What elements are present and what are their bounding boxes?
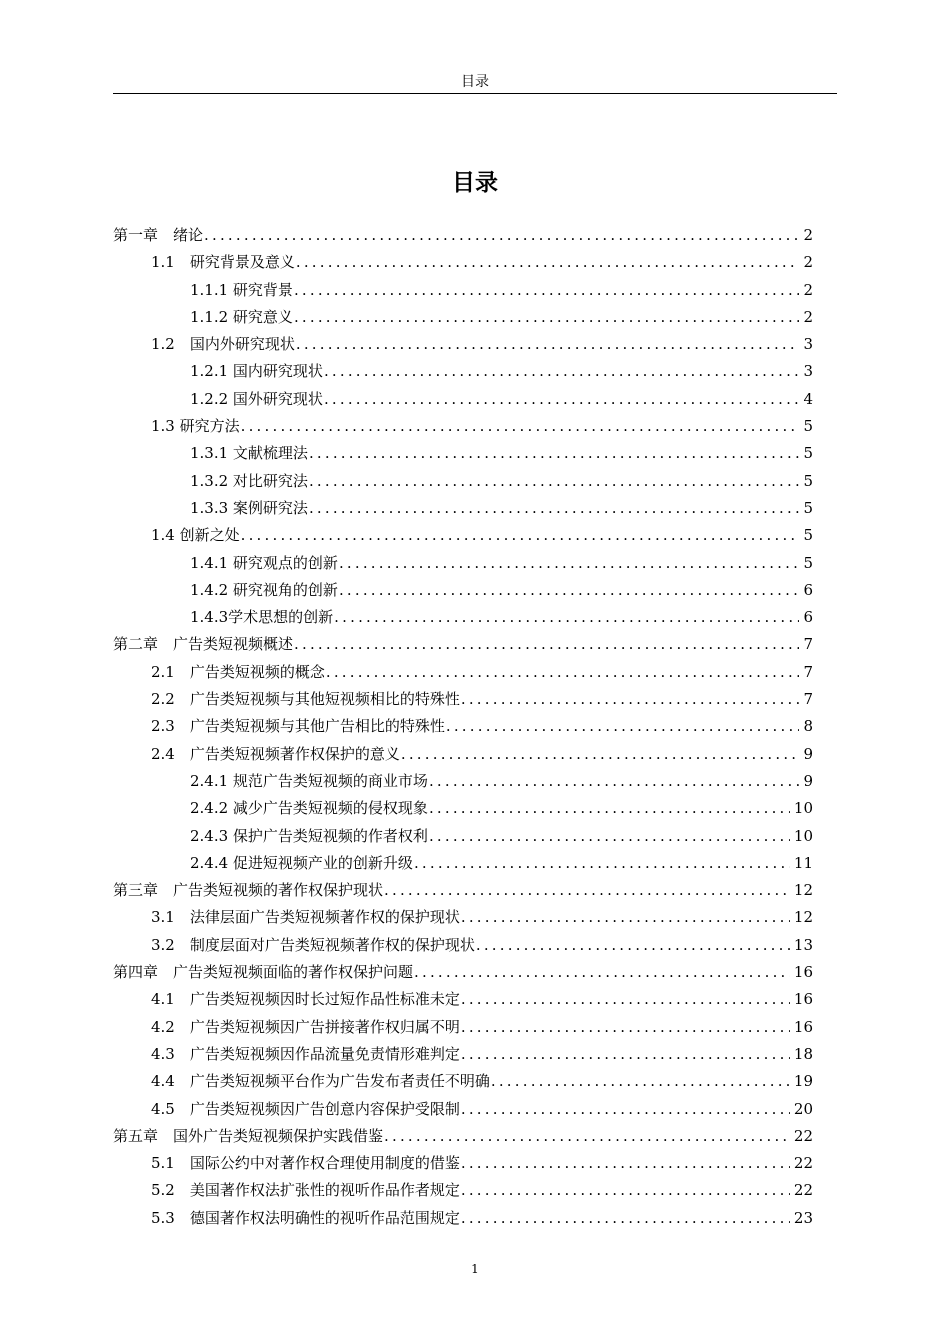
toc-entry-page: 3 bbox=[803, 335, 813, 354]
toc-entry-page: 18 bbox=[793, 1044, 813, 1063]
toc-entry-title: 4.2 广告类短视频因广告拼接著作权归属不明 bbox=[151, 1017, 460, 1036]
toc-entry[interactable] bbox=[113, 277, 813, 304]
page-number: 1 bbox=[471, 1262, 479, 1276]
toc-entry-title: 1.2.1 国内研究现状 bbox=[190, 362, 323, 381]
toc-entry[interactable] bbox=[113, 249, 813, 276]
toc-entry-title: 2.2 广告类短视频与其他短视频相比的特殊性 bbox=[151, 690, 460, 709]
toc-entry-page: 5 bbox=[803, 444, 813, 463]
toc-entry-title: 5.3 德国著作权法明确性的视听作品范围规定 bbox=[151, 1208, 460, 1227]
toc-dot-leader bbox=[293, 304, 800, 331]
toc-entry-title: 1.4 创新之处 bbox=[151, 526, 240, 545]
toc-entry-page: 10 bbox=[793, 826, 813, 845]
toc-entry-page: 2 bbox=[803, 307, 813, 326]
toc-dot-leader bbox=[293, 277, 800, 304]
toc-entry[interactable] bbox=[113, 577, 813, 604]
toc-entry-page: 12 bbox=[793, 881, 813, 900]
toc-entry-page: 19 bbox=[793, 1072, 813, 1091]
toc-entry-page: 16 bbox=[793, 963, 813, 982]
toc-entry-title: 1.1.1 研究背景 bbox=[190, 280, 293, 299]
toc-entry-page: 23 bbox=[793, 1208, 813, 1227]
toc-entry[interactable] bbox=[113, 741, 813, 768]
toc-entry[interactable] bbox=[113, 768, 813, 795]
toc-entry-title: 第三章 广告类短视频的著作权保护现状 bbox=[113, 881, 384, 900]
toc-entry[interactable] bbox=[113, 1177, 813, 1204]
toc-entry-page: 7 bbox=[803, 662, 813, 681]
toc-entry-title: 第二章 广告类短视频概述 bbox=[113, 635, 294, 654]
toc-entry-title: 第四章 广告类短视频面临的著作权保护问题 bbox=[113, 963, 414, 982]
toc-entry-page: 2 bbox=[803, 226, 813, 244]
toc-entry-page: 7 bbox=[803, 635, 813, 654]
toc-entry[interactable] bbox=[113, 904, 813, 931]
toc-entry-page: 12 bbox=[793, 908, 813, 927]
toc-entry-title: 1.2 国内外研究现状 bbox=[151, 335, 295, 354]
toc-entry-page: 2 bbox=[803, 280, 813, 299]
toc-entry-title: 1.3.3 案例研究法 bbox=[190, 498, 308, 517]
toc-dot-leader bbox=[240, 522, 800, 549]
toc-entry-page: 13 bbox=[793, 935, 813, 954]
toc-entry[interactable] bbox=[113, 659, 813, 686]
toc-entry-title: 1.4.3学术思想的创新 bbox=[190, 608, 334, 627]
toc-entry[interactable] bbox=[113, 331, 813, 358]
toc-title: 目录 bbox=[452, 170, 498, 196]
toc-entry-page: 16 bbox=[793, 990, 813, 1009]
toc-entry-page: 6 bbox=[803, 580, 813, 599]
toc-dot-leader bbox=[323, 358, 800, 385]
toc-entry-page: 4 bbox=[803, 389, 813, 408]
toc-dot-leader bbox=[203, 222, 799, 249]
toc-entry-page: 11 bbox=[793, 853, 813, 872]
toc-dot-leader bbox=[490, 1068, 790, 1095]
toc-dot-leader bbox=[460, 1096, 790, 1123]
toc-dot-leader bbox=[293, 631, 799, 658]
toc-entry-title: 4.5 广告类短视频因广告创意内容保护受限制 bbox=[151, 1099, 460, 1118]
toc-entry-title: 2.3 广告类短视频与其他广告相比的特殊性 bbox=[151, 717, 445, 736]
toc-dot-leader bbox=[338, 550, 800, 577]
toc-entry[interactable] bbox=[113, 713, 813, 740]
toc-dot-leader bbox=[428, 795, 790, 822]
toc-entry[interactable] bbox=[113, 495, 813, 522]
toc-entry-page: 22 bbox=[793, 1154, 813, 1173]
toc-entry[interactable] bbox=[113, 358, 813, 385]
toc-entry[interactable] bbox=[113, 1205, 813, 1232]
table-of-contents bbox=[113, 222, 813, 1232]
toc-entry-title: 1.1.2 研究意义 bbox=[190, 307, 293, 326]
toc-dot-leader bbox=[295, 249, 800, 276]
toc-entry-page: 22 bbox=[793, 1181, 813, 1200]
toc-entry-page: 10 bbox=[793, 799, 813, 818]
toc-entry-page: 9 bbox=[803, 771, 813, 790]
toc-dot-leader bbox=[445, 713, 800, 740]
toc-dot-leader bbox=[460, 1014, 790, 1041]
toc-entry[interactable] bbox=[113, 1096, 813, 1123]
toc-dot-leader bbox=[460, 904, 790, 931]
toc-dot-leader bbox=[428, 768, 800, 795]
toc-entry-page: 5 bbox=[803, 553, 813, 572]
toc-entry[interactable] bbox=[113, 1150, 813, 1177]
toc-entry-title: 1.1 研究背景及意义 bbox=[151, 253, 295, 272]
toc-entry-title: 3.2 制度层面对广告类短视频著作权的保护现状 bbox=[151, 935, 475, 954]
toc-dot-leader bbox=[460, 1177, 790, 1204]
toc-entry-page: 22 bbox=[793, 1126, 813, 1145]
toc-dot-leader bbox=[428, 823, 790, 850]
toc-entry-title: 第五章 国外广告类短视频保护实践借鉴 bbox=[113, 1126, 384, 1145]
toc-entry-title: 2.4.3 保护广告类短视频的作者权利 bbox=[190, 826, 428, 845]
toc-dot-leader bbox=[383, 877, 790, 904]
toc-dot-leader bbox=[460, 986, 790, 1013]
toc-entry[interactable] bbox=[113, 795, 813, 822]
toc-entry-title: 3.1 法律层面广告类短视频著作权的保护现状 bbox=[151, 908, 460, 927]
toc-entry-title: 1.2.2 国外研究现状 bbox=[190, 389, 323, 408]
toc-dot-leader bbox=[338, 577, 800, 604]
toc-entry[interactable] bbox=[113, 468, 813, 495]
toc-entry-title: 1.4.1 研究观点的创新 bbox=[190, 553, 338, 572]
toc-entry[interactable] bbox=[113, 440, 813, 467]
toc-dot-leader bbox=[413, 959, 790, 986]
toc-entry-page: 5 bbox=[803, 471, 813, 490]
toc-entry-title: 1.3.1 文献梳理法 bbox=[190, 444, 308, 463]
toc-entry-page: 7 bbox=[803, 690, 813, 709]
toc-entry-page: 9 bbox=[803, 744, 813, 763]
toc-entry[interactable] bbox=[113, 604, 813, 631]
toc-dot-leader bbox=[460, 686, 800, 713]
toc-entry-page: 5 bbox=[803, 417, 813, 436]
toc-entry-title: 2.1 广告类短视频的概念 bbox=[151, 662, 325, 681]
toc-entry-title: 4.1 广告类短视频因时长过短作品性标准未定 bbox=[151, 990, 460, 1009]
toc-entry-page: 3 bbox=[803, 362, 813, 381]
toc-entry-page: 8 bbox=[803, 717, 813, 736]
toc-entry[interactable] bbox=[113, 413, 813, 440]
toc-entry[interactable] bbox=[113, 522, 813, 549]
toc-entry-title: 2.4 广告类短视频著作权保护的意义 bbox=[151, 744, 400, 763]
toc-dot-leader bbox=[325, 659, 800, 686]
toc-entry[interactable] bbox=[113, 550, 813, 577]
toc-entry-title: 5.2 美国著作权法扩张性的视听作品作者规定 bbox=[151, 1181, 460, 1200]
toc-entry-page: 5 bbox=[803, 498, 813, 517]
toc-entry-page: 6 bbox=[803, 608, 813, 627]
toc-dot-leader bbox=[240, 413, 800, 440]
toc-entry-title: 5.1 国际公约中对著作权合理使用制度的借鉴 bbox=[151, 1154, 460, 1173]
toc-dot-leader bbox=[295, 331, 800, 358]
toc-entry-title: 1.3 研究方法 bbox=[151, 417, 240, 436]
toc-entry-title: 第一章 绪论 bbox=[113, 226, 204, 244]
toc-dot-leader bbox=[323, 386, 800, 413]
toc-entry[interactable] bbox=[113, 631, 813, 658]
toc-entry-title: 1.4.2 研究视角的创新 bbox=[190, 580, 338, 599]
toc-dot-leader bbox=[475, 932, 790, 959]
toc-entry-page: 2 bbox=[803, 253, 813, 272]
toc-entry[interactable] bbox=[113, 1041, 813, 1068]
toc-dot-leader bbox=[308, 440, 800, 467]
toc-entry[interactable] bbox=[113, 877, 813, 904]
toc-dot-leader bbox=[413, 850, 790, 877]
toc-entry[interactable] bbox=[113, 823, 813, 850]
toc-entry-title: 2.4.4 促进短视频产业的创新升级 bbox=[190, 853, 413, 872]
toc-entry[interactable] bbox=[113, 386, 813, 413]
toc-dot-leader bbox=[383, 1123, 790, 1150]
toc-entry-page: 16 bbox=[793, 1017, 813, 1036]
toc-dot-leader bbox=[308, 495, 800, 522]
toc-entry[interactable] bbox=[113, 932, 813, 959]
toc-entry-title: 4.4 广告类短视频平台作为广告发布者责任不明确 bbox=[151, 1072, 490, 1091]
toc-entry-title: 2.4.2 减少广告类短视频的侵权现象 bbox=[190, 799, 428, 818]
toc-entry[interactable] bbox=[113, 222, 813, 249]
toc-entry-title: 1.3.2 对比研究法 bbox=[190, 471, 308, 490]
header-rule bbox=[113, 93, 837, 94]
running-header: 目录 bbox=[461, 74, 489, 90]
toc-entry[interactable] bbox=[113, 850, 813, 877]
toc-entry[interactable] bbox=[113, 1014, 813, 1041]
toc-dot-leader bbox=[400, 741, 800, 768]
toc-dot-leader bbox=[308, 468, 800, 495]
toc-entry-title: 4.3 广告类短视频因作品流量免责情形难判定 bbox=[151, 1044, 460, 1063]
toc-entry[interactable] bbox=[113, 304, 813, 331]
toc-entry[interactable] bbox=[113, 1068, 813, 1095]
toc-entry[interactable] bbox=[113, 1123, 813, 1150]
toc-dot-leader bbox=[460, 1041, 790, 1068]
toc-entry-page: 5 bbox=[803, 526, 813, 545]
toc-dot-leader bbox=[460, 1205, 790, 1232]
toc-entry[interactable] bbox=[113, 959, 813, 986]
toc-entry-page: 20 bbox=[793, 1099, 813, 1118]
toc-entry-title: 2.4.1 规范广告类短视频的商业市场 bbox=[190, 771, 428, 790]
toc-dot-leader bbox=[333, 604, 799, 631]
toc-entry[interactable] bbox=[113, 986, 813, 1013]
toc-dot-leader bbox=[460, 1150, 790, 1177]
toc-entry[interactable] bbox=[113, 686, 813, 713]
